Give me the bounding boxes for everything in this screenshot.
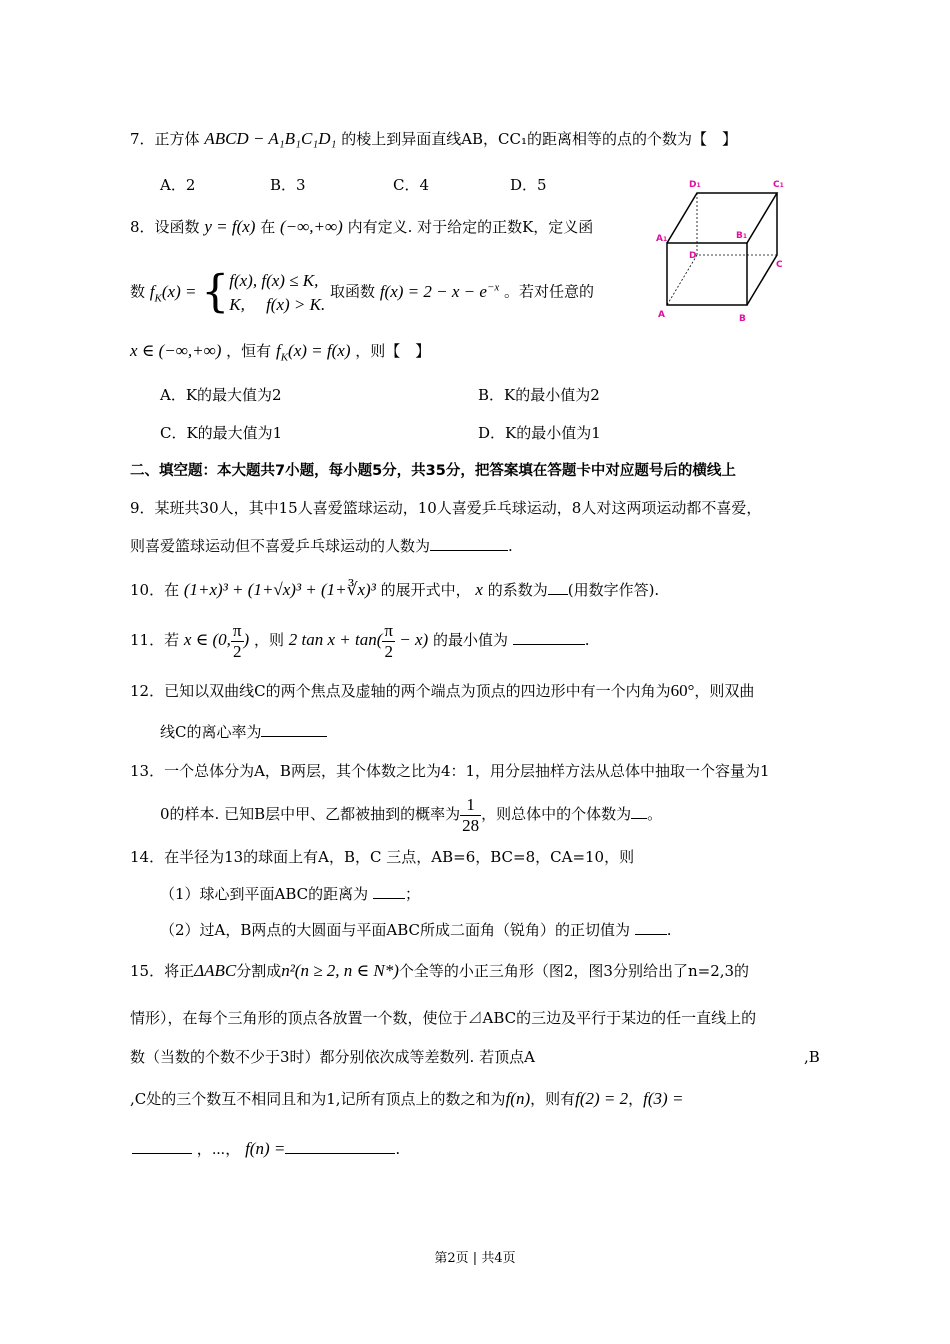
- q13-line2: [160, 792, 662, 836]
- q12-angle: 60°: [670, 681, 695, 700]
- q9-answer-blank[interactable]: [430, 534, 508, 551]
- q15-end: .: [395, 1140, 401, 1158]
- q8-text: 数: [130, 282, 146, 301]
- q15-f3: f(3) =: [643, 1089, 684, 1108]
- q10-answer-blank[interactable]: [548, 578, 568, 595]
- q11-domain: x ∈ (0, $\frac{\pi}{2}$ ): [183, 620, 250, 661]
- q10-text: 10．在: [130, 581, 180, 599]
- q15-text: 分割成: [236, 962, 282, 980]
- q15-line2: 情形），在每个三角形的顶点各放置一个数，使位于⊿ABC的三边及平行于某边的任一直线上的: [130, 1009, 757, 1027]
- q14-text: .: [666, 921, 672, 939]
- q14-answer-blank-1[interactable]: [373, 882, 405, 899]
- q15-text: 15．将正: [130, 962, 195, 980]
- q14-answer-blank-2[interactable]: [635, 918, 667, 935]
- q14-text: （1）球心到平面ABC的距离为: [160, 885, 369, 903]
- q15-line5: [132, 1137, 400, 1160]
- q14-line1: 14．在半径为13的球面上有A，B，C 三点，AB=6，BC=8，CA=10，则: [130, 848, 635, 866]
- q7-option-c: C．4: [393, 176, 430, 194]
- q8-line3: [130, 340, 430, 368]
- label-a: A: [658, 310, 665, 320]
- q8-text: ，则【 】: [355, 342, 431, 360]
- q8-option-b: B．K的最小值为2: [478, 386, 600, 404]
- q8-text: 。若对任意的: [504, 282, 595, 301]
- cube-hidden-edge: [667, 255, 697, 305]
- q8-cases: f(x), f(x) ≤ K, K, f(x) > K.: [229, 270, 326, 314]
- q15-line1: [130, 960, 749, 982]
- q13-line1: 13．一个总体分为A，B两层，其个体数之比为4：1，用分层抽样方法从总体中抽取一个容量为1: [130, 762, 770, 780]
- q9-line2: [130, 534, 513, 557]
- q12-line2: [160, 720, 327, 743]
- cube-hidden-edges: [697, 193, 777, 255]
- q15-fn: f(n): [505, 1089, 531, 1108]
- q8-text: 8．设函数: [130, 218, 200, 236]
- q14-text: ；: [404, 885, 420, 903]
- q13-probability: $\frac{1}{28}$: [462, 794, 480, 835]
- q10-text: (用数字作答).: [567, 581, 660, 599]
- q11-text: 的最小值为: [432, 631, 508, 649]
- q11-text: 11．若: [130, 631, 180, 649]
- q9-end: .: [508, 537, 513, 555]
- section-heading: 二、填空题：本大题共7小题，每小题5分，共35分，把答案填在答题卡中对应题号后的横线上: [130, 463, 736, 479]
- q8-function: y = f(x): [204, 217, 256, 236]
- q15-count: n²(n ≥ 2, n ∈ N*): [281, 961, 399, 980]
- q15-triangle: ΔABC: [194, 961, 237, 980]
- q13-answer-blank[interactable]: [631, 802, 647, 819]
- q15-line4: [130, 1088, 683, 1110]
- q15-line3: [130, 1046, 535, 1068]
- q8-domain: x ∈ (−∞,+∞): [130, 341, 222, 360]
- cube-figure: [650, 175, 800, 325]
- label-d1: D1: [689, 180, 701, 190]
- q8-line1: [130, 216, 593, 238]
- q15-text: ，则有: [530, 1090, 576, 1108]
- q12-answer-blank[interactable]: [261, 720, 327, 737]
- q7-option-d: D．5: [510, 176, 547, 194]
- q10-text: 的展开式中，: [380, 581, 471, 599]
- q15-text: ,C处的三个数互不相同且和为1,记所有顶点上的数之和为: [130, 1090, 506, 1108]
- q13-text: 0的样本. 已知B层中甲、乙都被抽到的概率为: [160, 805, 461, 823]
- q14-text: （2）过A，B两点的大圆面与平面ABC所成二面角（锐角）的正切值为: [160, 921, 631, 939]
- q15-text: 数（当数的个数不少于3时）都分别依次成等差数列. 若顶点A: [130, 1048, 535, 1066]
- q13-text: ，则总体中的个体数为: [481, 805, 632, 823]
- cube-front-face: [667, 243, 747, 305]
- q15-fn-general: f(n) =: [245, 1139, 286, 1158]
- label-b1: B1: [736, 231, 748, 241]
- q8-text: 在: [260, 218, 276, 236]
- q8-text: ，恒有: [226, 342, 272, 360]
- q15-text: ，: [628, 1090, 644, 1108]
- label-c1: C1: [773, 180, 784, 190]
- cube-right-edges: [747, 193, 777, 305]
- q15-answer-blank-fn[interactable]: [285, 1137, 395, 1154]
- q11-answer-blank[interactable]: [513, 628, 585, 645]
- q12-text: 线C的离心率为: [160, 723, 262, 741]
- q8-fk: $f_K(x)$ =: [149, 281, 197, 305]
- q8-brace: {: [201, 266, 230, 318]
- q7-text: 7．正方体: [130, 130, 200, 148]
- q13-end: 。: [647, 805, 663, 823]
- q12-text: 12．已知以双曲线C的两个焦点及虚轴的两个端点为顶点的四边形中有一个内角为: [130, 682, 671, 700]
- q8-option-a: A．K的最大值为2: [160, 386, 282, 404]
- q15-line3-tail: ,B: [804, 1048, 820, 1066]
- q14-sub1: [160, 882, 420, 905]
- q8-option-d: D．K的最小值为1: [478, 424, 601, 442]
- label-a1: A1: [656, 234, 668, 244]
- q15-answer-blank-f3[interactable]: [132, 1137, 192, 1154]
- q9-text: 则喜爱篮球运动但不喜爱乒乓球运动的人数为: [130, 537, 431, 555]
- label-b: B: [739, 314, 746, 324]
- q9-line1: 9．某班共30人，其中15人喜爱篮球运动，10人喜爱乒乓球运动，8人对这两项运动都不喜爱，: [130, 499, 762, 517]
- q7-option-b: B．3: [270, 176, 306, 194]
- q7-stem: [130, 128, 737, 150]
- q12-text: ，则双曲: [694, 682, 755, 700]
- q11-line: [130, 618, 590, 662]
- label-c: C: [776, 260, 783, 270]
- q10-variable: x: [475, 580, 483, 599]
- q8-text: 取函数: [330, 282, 376, 301]
- q11-text: ，则: [253, 631, 284, 649]
- q8-line2: [130, 262, 594, 323]
- q8-interval: (−∞,+∞): [280, 217, 343, 236]
- q11-expression: 2 tan x + tan( $\frac{\pi}{2}$ − x): [288, 620, 429, 661]
- q8-option-c: C．K的最大值为1: [160, 424, 283, 442]
- q15-f2: f(2) = 2: [575, 1089, 629, 1108]
- q7-option-a: A．2: [160, 176, 196, 194]
- q15-text: ，⋯，: [196, 1140, 241, 1158]
- label-d: D: [689, 251, 697, 261]
- q12-line1: [130, 680, 754, 702]
- q8-choice-function: $f(x) = 2 - x - e^{-x}$: [379, 281, 500, 301]
- q11-end: .: [584, 631, 590, 649]
- q7-cube-formula: ABCD − A₁B₁C₁D₁: [204, 129, 337, 148]
- q10-text: 的系数为: [487, 581, 548, 599]
- q8-text: 内有定义. 对于给定的正数K，定义函: [347, 218, 594, 236]
- q7-text: 的棱上到异面直线AB，CC₁的距离相等的点的个数为【 】: [341, 130, 738, 148]
- q15-text: 个全等的小正三角形（图2，图3分别给出了n=2,3的: [398, 962, 750, 980]
- q8-condition: $f_K(x) = f(x)$: [275, 341, 351, 364]
- cube-top-edges: [667, 193, 777, 243]
- q10-expression: (1+x)³ + (1+√x)³ + (1+∛x)³: [183, 580, 376, 599]
- q10-line: [130, 578, 659, 601]
- q14-sub2: [160, 918, 672, 941]
- page-footer: 第2页 | 共4页: [434, 1251, 516, 1266]
